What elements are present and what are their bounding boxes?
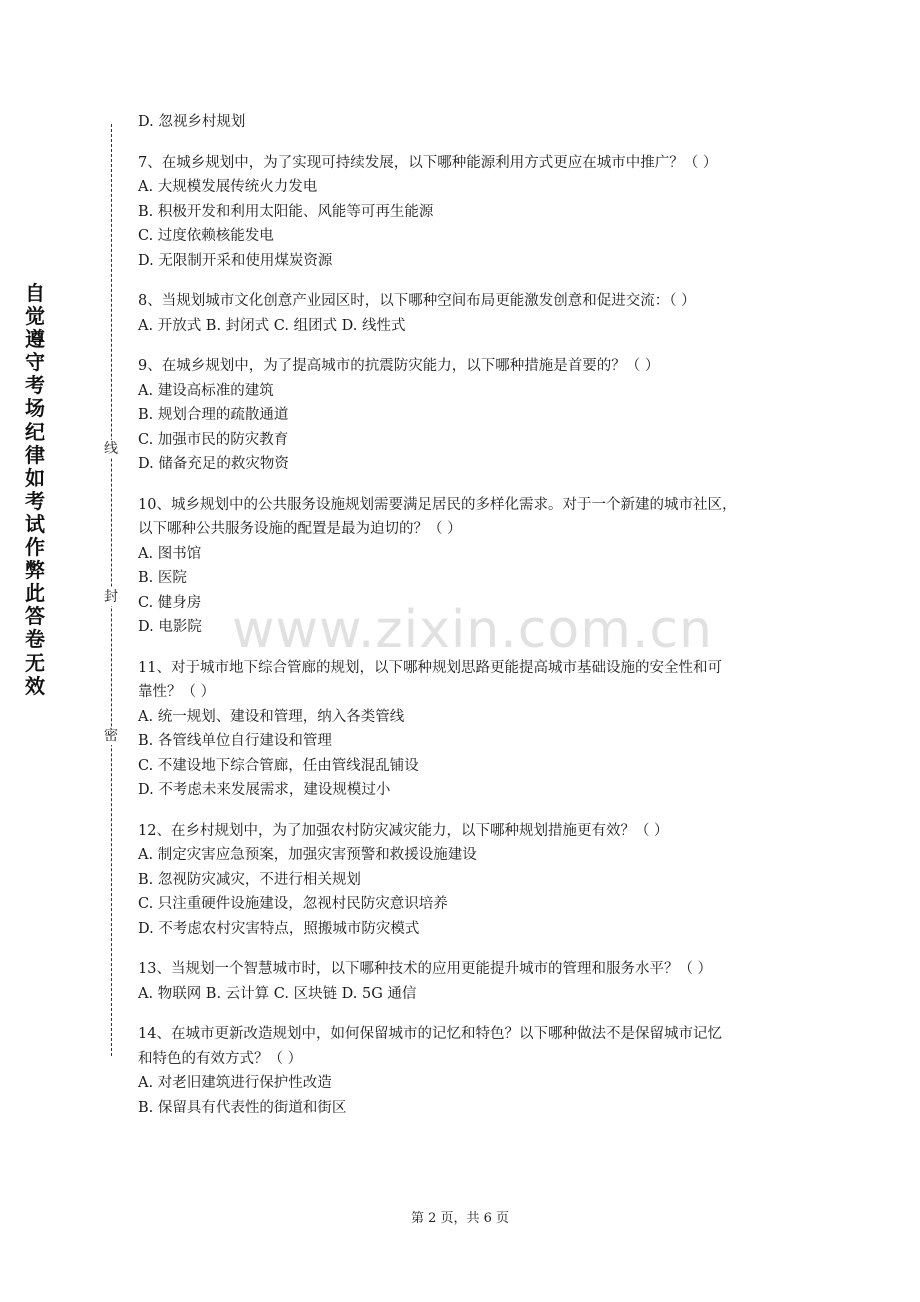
option-text: A. 开放式 B. 封闭式 C. 组团式 D. 线性式 (138, 317, 406, 334)
option-text: A. 制定灾害应急预案，加强灾害预警和救援设施建设 (138, 847, 477, 863)
option-text: C. 过度依赖核能发电 (138, 228, 274, 244)
notice-char: 觉 (25, 304, 45, 329)
notice-char: 考 (25, 373, 45, 398)
question-stem: 13、当规划一个智慧城市时，以下哪种技术的应用更能提升城市的管理和服务水平？（ ） (138, 961, 713, 977)
question-stem: 12、在乡村规划中，为了加强农村防灾减灾能力，以下哪种规划措施更有效？（ ） (138, 822, 669, 839)
question-stem: 10、城乡规划中的公共服务设施规划需要满足居民的多样化需求。对于一个新建的城市社区， (138, 496, 737, 513)
option-text: A. 统一规划、建设和管理，纳入各类管线 (138, 708, 405, 725)
option-text: A. 大规模发展传统火力发电 (138, 179, 318, 195)
question-block (138, 289, 788, 338)
question-block (138, 151, 788, 274)
question-stem: 和特色的有效方式？（ ） (138, 1050, 303, 1067)
notice-char: 弊 (25, 558, 45, 583)
question-stem: 11、对于城市地下综合管廊的规划，以下哪种规划思路更能提高城市基础设施的安全性和可 (138, 659, 722, 676)
notice-char: 试 (25, 511, 45, 536)
notice-char: 守 (25, 350, 45, 375)
option-text: A. 建设高标准的建筑 (138, 382, 274, 399)
watermark: www.zixin.com.cn (232, 600, 713, 660)
option-text: D. 不考虑未来发展需求，建设规模过小 (138, 782, 391, 798)
option-text: A. 对老旧建筑进行保护性改造 (138, 1075, 332, 1091)
seal-mark-mi: 密 (104, 728, 118, 744)
notice-char: 考 (25, 488, 45, 513)
question-block (138, 493, 788, 640)
seal-mark-feng: 封 (104, 589, 118, 605)
question-stem: 8、当规划城市文化创意产业园区时，以下哪种空间布局更能激发创意和促进交流：（ ） (138, 293, 696, 309)
notice-char: 此 (25, 581, 45, 606)
option-text: B. 保留具有代表性的街道和街区 (138, 1099, 347, 1116)
option-text: D. 电影院 (138, 619, 202, 635)
notice-char: 答 (25, 604, 45, 629)
notice-char: 遵 (25, 327, 45, 352)
exam-discipline-notice (22, 282, 48, 698)
notice-char: 纪 (25, 419, 45, 444)
option-text: B. 忽视防灾减灾，不进行相关规划 (138, 871, 361, 888)
option-text: A. 图书馆 (138, 545, 202, 562)
page-footer: 第 2 页，共 6 页 (410, 1211, 510, 1226)
question-list (138, 110, 788, 1136)
notice-char: 作 (25, 535, 45, 560)
question-stem: 14、在城市更新改造规划中，如何保留城市的记忆和特色？以下哪种做法不是保留城市记忆 (138, 1026, 722, 1042)
notice-char: 如 (25, 465, 45, 490)
option-text: C. 加强市民的防灾教育 (138, 431, 289, 448)
option-text: D. 不考虑农村灾害特点，照搬城市防灾模式 (138, 920, 420, 937)
carryover-option (138, 110, 788, 135)
option-text: C. 只注重硬件设施建设，忽视村民防灾意识培养 (138, 896, 448, 912)
notice-char: 场 (25, 396, 45, 421)
option-text: B. 积极开发和利用太阳能、风能等可再生能源 (138, 203, 434, 220)
question-block (138, 354, 788, 477)
notice-char: 自 (25, 281, 45, 305)
question-block (138, 1022, 788, 1120)
question-block (138, 957, 788, 1006)
question-stem: 9、在城乡规划中，为了提高城市的抗震防灾能力，以下哪种措施是首要的？（ ） (138, 358, 660, 374)
notice-char: 卷 (25, 627, 45, 652)
option-text: D. 储备充足的救灾物资 (138, 456, 289, 472)
option-text: B. 医院 (138, 570, 187, 586)
question-stem: 以下哪种公共服务设施的配置是最为迫切的？（ ） (138, 521, 462, 537)
question-block (138, 656, 788, 803)
notice-char: 无 (25, 650, 45, 675)
option-text: D. 无限制开采和使用煤炭资源 (138, 252, 333, 269)
option-text: A. 物联网 B. 云计算 C. 区块链 D. 5G 通信 (138, 985, 417, 1002)
notice-char: 效 (25, 673, 45, 698)
option-text: B. 规划合理的疏散通道 (138, 407, 289, 423)
option-text: D. 忽视乡村规划 (138, 114, 246, 130)
seal-mark-xian: 线 (104, 441, 118, 457)
option-text: B. 各管线单位自行建设和管理 (138, 733, 332, 749)
option-text: C. 不建设地下综合管廊，任由管线混乱铺设 (138, 757, 419, 774)
question-stem: 7、在城乡规划中，为了实现可持续发展，以下哪种能源利用方式更应在城市中推广？（ ） (138, 154, 718, 171)
option-text: C. 健身房 (138, 594, 202, 611)
question-stem: 靠性？（ ） (138, 684, 216, 700)
question-block (138, 819, 788, 942)
notice-char: 律 (25, 442, 45, 467)
